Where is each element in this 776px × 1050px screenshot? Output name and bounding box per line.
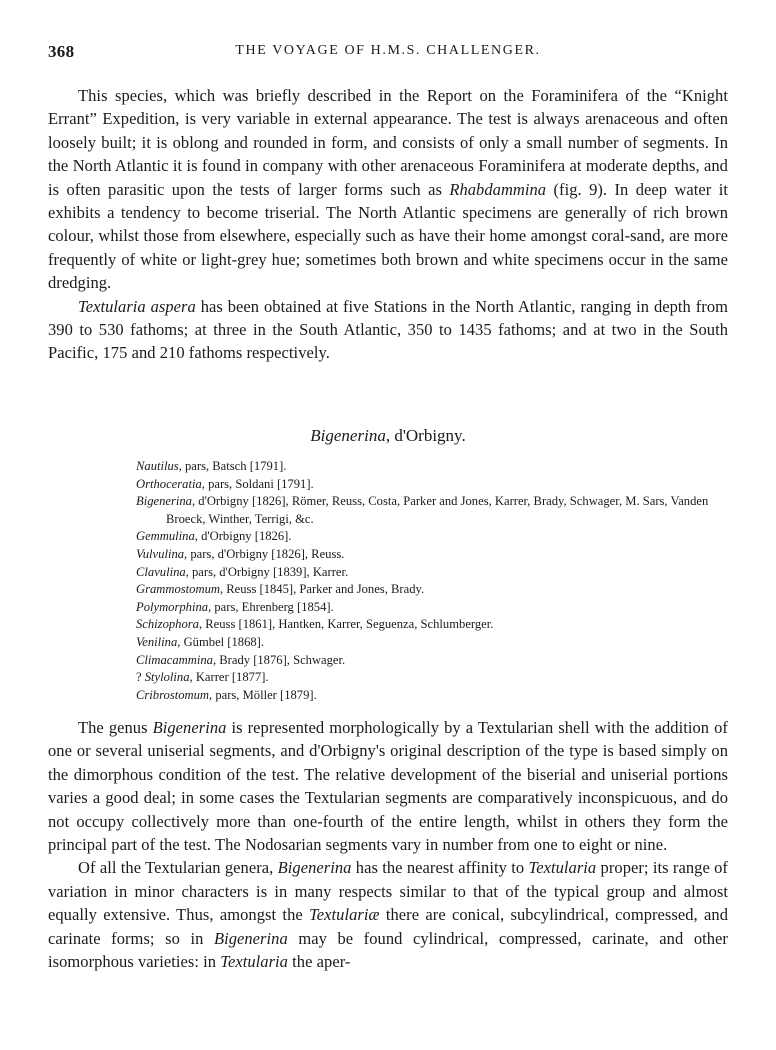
- taxon-name: Bigenerina: [152, 718, 227, 737]
- taxon-name: Bigenerina: [277, 858, 352, 878]
- synonymy-entry: Nautilus, pars, Batsch [1791].: [136, 459, 287, 473]
- synonymy-entry: Bigenerina, d'Orbigny [1826], Römer, Reuss, Costa, Parker and Jones, Karrer, Brady, Schwager, M. Sars, Vanden Broeck, Winther, Terrigi, &c.: [136, 494, 709, 526]
- taxon-name: Textularia: [528, 858, 597, 878]
- synonymy-entry: Grammostomum, Reuss [1845], Parker and Jones, Brady.: [136, 582, 425, 597]
- synonymy-entry: Gemmulina, d'Orbigny [1826].: [136, 529, 292, 544]
- synonymy-entry: Vulvulina, pars, d'Orbigny [1826], Reuss.: [136, 546, 345, 561]
- paragraph: Textularia aspera has been obtained at five Stations in the North Atlantic, ranging in depth from 390 to 530 fathoms; at three in the South Atlantic, 350 to 1435 fathoms; and at two in the South Pacific, 175 and 210 fathoms respectively.: [48, 296, 729, 363]
- synonymy-entry: Schizophora, Reuss [1861], Hantken, Karrer, Seguenza, Schlumberger.: [136, 617, 494, 632]
- taxon-name: Bigenerina: [213, 928, 288, 948]
- page-header: [48, 42, 728, 66]
- body-text-upper: [48, 84, 728, 365]
- paragraph: The genus Bigenerina is represented morphologically by a Textularian shell with the addition of one or several uniserial segments, and d'Orbigny's original description of the type is based simply on the dimorphous condition of the test. The relative development of the biserial and uniserial portions varies a good deal; in some cases the Textularian segments are comparatively inconspicuous, and do not occupy collectively more than one-fourth of the entire length, whilst in others they form the principal part of the test. The Nodosarian segments vary in number from one to eight or nine.: [48, 718, 728, 855]
- taxon-name: Rhabdammina: [449, 179, 547, 199]
- synonymy-entry: Venilina, Gümbel [1868].: [136, 634, 265, 649]
- synonymy-entry: Clavulina, pars, d'Orbigny [1839], Karrer.: [136, 564, 349, 579]
- paragraph: Of all the Textularian genera, Bigenerina has the nearest affinity to Textularia proper; its range of variation in minor characters is in many respects similar to that of the typical group and almost equally extensive. Thus, amongst the Textulariæ there are conical, subcylindrical, compressed, and carinate forms; so in Bigenerina may be found cylindrical, compressed, carinate, and other isomorphous varieties: in Textularia the aper-: [48, 858, 728, 972]
- synonymy-entry: Orthoceratia, pars, Soldani [1791].: [136, 476, 314, 491]
- paragraph: This species, which was briefly described in the Report on the Foraminifera of the “Knight Errant” Expedition, is very variable in external appearance. The test is always arenaceous and often loosely built; it is oblong and rounded in form, and consists of only a small number of segments. In the North Atlantic it is found in company with other arenaceous Foraminifera at moderate depths, and is often parasitic upon the tests of larger forms such as Rhabdammina (fig. 9). In deep water it exhibits a tendency to become triserial. The North Atlantic specimens are generally of rich brown colour, whilst those from elsewhere, especially such as have their home amongst coral-sand, are more frequently of white or light-grey hue; sometimes both brown and white specimens occur in the same dredging.: [48, 86, 729, 293]
- genus-author: , d'Orbigny.: [385, 426, 466, 445]
- synonymy-entry: Cribrostomum, pars, Möller [1879].: [136, 687, 317, 702]
- taxon-name: Textularia: [220, 952, 288, 972]
- taxon-name: Textulariæ: [309, 905, 380, 925]
- synonymy-list: [136, 458, 746, 704]
- page-number: 368: [48, 42, 75, 61]
- taxon-name: Textularia aspera: [78, 296, 196, 316]
- synonymy-entry: Polymorphina, pars, Ehrenberg [1854].: [136, 599, 334, 614]
- genus-name: Bigenerina: [310, 426, 386, 445]
- synonymy-entry: Climacammina, Brady [1876], Schwager.: [136, 652, 346, 667]
- body-text-lower: [48, 716, 728, 973]
- genus-heading: [48, 426, 728, 446]
- running-title: THE VOYAGE OF H.M.S. CHALLENGER.: [235, 43, 541, 58]
- synonymy-entry: ? Stylolina, Karrer [1877].: [136, 670, 269, 685]
